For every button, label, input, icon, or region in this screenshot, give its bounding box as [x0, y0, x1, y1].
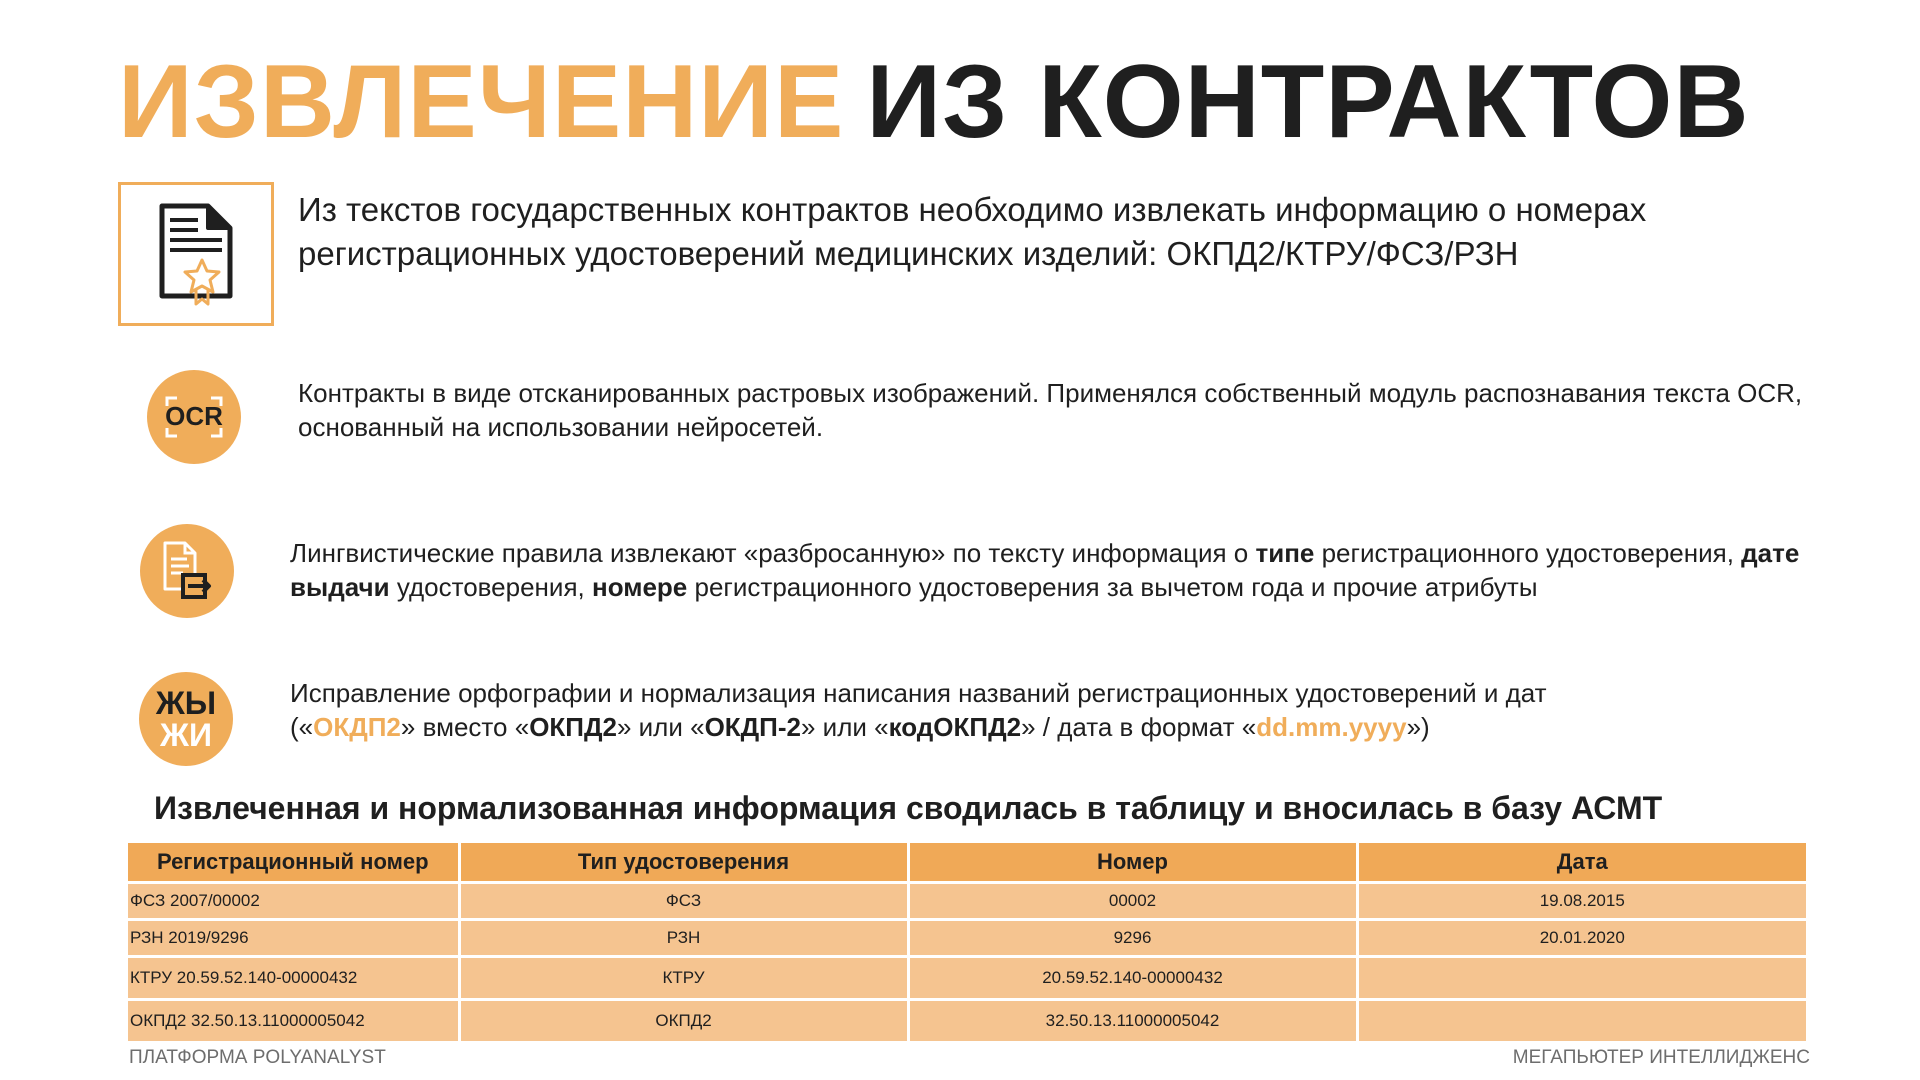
- ocr-line-2: основанный на использовании нейросетей.: [298, 412, 824, 442]
- rules-icon-circle: [140, 524, 234, 618]
- table-heading: Извлеченная и нормализованная информация сводилась в таблицу и вносилась в базу АСМТ: [154, 790, 1663, 826]
- table-cell: [1357, 957, 1806, 1000]
- ocr-scan-icon: [165, 396, 223, 438]
- table-cell: ФСЗ: [459, 883, 908, 920]
- ocr-icon-circle: [147, 370, 241, 464]
- spelling-date-format: dd.mm.yyyy: [1256, 712, 1407, 742]
- table-cell: ФСЗ 2007/00002: [128, 883, 459, 920]
- rules-text-part: Лингвистические правила извлекают «разбросанную» по тексту информация о: [290, 538, 1256, 568]
- spelling-text-part: («: [290, 712, 314, 742]
- rules-keyword-issue: выдачи: [290, 572, 390, 602]
- rules-text-part: удостоверения,: [389, 572, 592, 602]
- table-cell: 00002: [908, 883, 1357, 920]
- intro-line-1: Из текстов государственных контрактов необходимо извлекать информацию о номерах: [298, 191, 1647, 228]
- title-accent: ИЗВЛЕЧЕНИЕ: [118, 44, 845, 160]
- document-certificate-icon-box: [118, 182, 274, 326]
- table-cell: 9296: [908, 920, 1357, 957]
- rules-text: [290, 536, 1810, 604]
- table-cell: РЗН 2019/9296: [128, 920, 459, 957]
- spelling-line-1: Исправление орфографии и нормализация написания названий регистрационных удостоверений и дат: [290, 678, 1547, 708]
- rules-line-2: [290, 570, 1810, 604]
- spelling-line-2: [290, 710, 1810, 744]
- table-row: [128, 883, 1806, 920]
- spelling-icon-line-1: ЖЫ: [155, 685, 217, 721]
- table-cell: КТРУ: [459, 957, 908, 1000]
- document-export-icon: [157, 539, 217, 603]
- table-row: [128, 1000, 1806, 1042]
- spelling-text-part: » вместо «: [400, 712, 530, 742]
- spelling-variant: ОКДП-2: [704, 712, 801, 742]
- footer-platform: ПЛАТФОРМА POLYANALYST: [129, 1047, 386, 1068]
- table-row: [128, 920, 1806, 957]
- spelling-text-part: » / дата в формат «: [1021, 712, 1257, 742]
- table-row: [128, 957, 1806, 1000]
- table-cell: КТРУ 20.59.52.140-00000432: [128, 957, 459, 1000]
- table-header-row: [128, 843, 1806, 883]
- ocr-text: [298, 376, 1818, 444]
- ocr-line-1: Контракты в виде отсканированных растровых изображений. Применялся собственный модуль распознавания текста OCR,: [298, 378, 1803, 408]
- column-header: Дата: [1357, 843, 1806, 883]
- rules-keyword-date: дате: [1741, 538, 1800, 568]
- intro-text: [298, 188, 1798, 276]
- rules-text-part: регистрационного удостоверения за вычетом года и прочие атрибуты: [687, 572, 1538, 602]
- spelling-variant: кодОКПД2: [888, 712, 1022, 742]
- spelling-text-part: » или «: [800, 712, 889, 742]
- spelling-icon: [139, 672, 233, 766]
- rules-line-1: [290, 536, 1810, 570]
- table-cell: 19.08.2015: [1357, 883, 1806, 920]
- table-cell: РЗН: [459, 920, 908, 957]
- spelling-icon-line-2: ЖИ: [160, 717, 212, 753]
- table-cell: ОКПД2: [459, 1000, 908, 1042]
- page-title: [118, 42, 1750, 162]
- spelling-wrong-form: ОКДП2: [313, 712, 401, 742]
- intro-line-2: регистрационных удостоверений медицинских изделий: ОКПД2/КТРУ/ФСЗ/РЗН: [298, 235, 1519, 272]
- column-header: Регистрационный номер: [128, 843, 459, 883]
- table-cell: [1357, 1000, 1806, 1042]
- rules-keyword-number: номере: [591, 572, 688, 602]
- spelling-text-part: » или «: [616, 712, 705, 742]
- footer-company: МЕГАПЬЮТЕР ИНТЕЛЛИДЖЕНС: [1512, 1047, 1810, 1068]
- column-header: Тип удостоверения: [459, 843, 908, 883]
- table-cell: 20.01.2020: [1357, 920, 1806, 957]
- document-certificate-icon: [156, 202, 236, 306]
- spelling-text: [290, 676, 1810, 744]
- spelling-text-part: »): [1406, 712, 1430, 742]
- column-header: Номер: [908, 843, 1357, 883]
- table-cell: 20.59.52.140-00000432: [908, 957, 1357, 1000]
- table-cell: 32.50.13.11000005042: [908, 1000, 1357, 1042]
- table-cell: ОКПД2 32.50.13.11000005042: [128, 1000, 459, 1042]
- results-table: [128, 843, 1806, 1041]
- spelling-correct-form: ОКПД2: [529, 712, 617, 742]
- rules-keyword-type: типе: [1255, 538, 1315, 568]
- ocr-icon-label: OCR: [165, 401, 223, 431]
- rules-text-part: регистрационного удостоверения,: [1314, 538, 1742, 568]
- title-main: ИЗ КОНТРАКТОВ: [866, 44, 1750, 160]
